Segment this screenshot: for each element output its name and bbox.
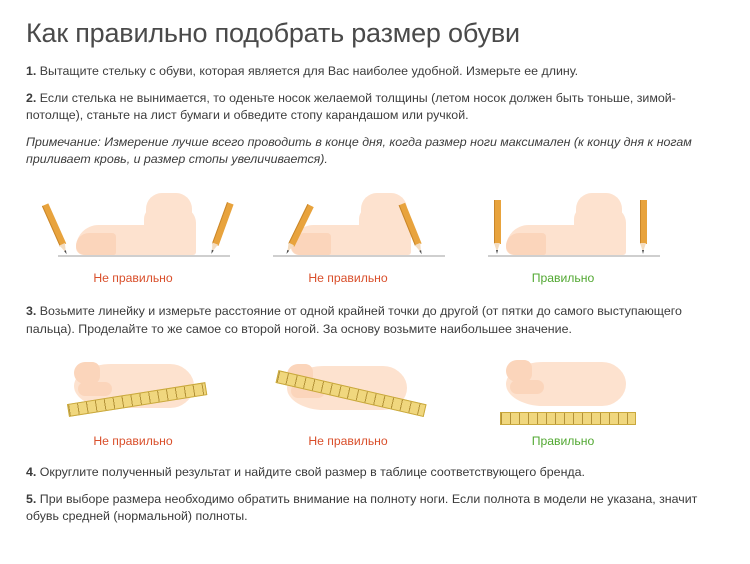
- step-5-number: 5.: [26, 491, 37, 506]
- paper-baseline: [488, 255, 660, 257]
- instruction-step-2: [26, 90, 728, 125]
- figure-tracing-wrong-2: [263, 181, 478, 285]
- figure-caption: Не правильно: [93, 271, 173, 286]
- instruction-step-5: [26, 491, 728, 526]
- step-4-number: 4.: [26, 465, 37, 480]
- figure-caption: Не правильно: [308, 271, 388, 286]
- paper-baseline: [58, 255, 230, 257]
- figure-measuring-correct: [478, 356, 693, 448]
- figure-measuring-wrong-2: [263, 356, 478, 448]
- instruction-step-3: [26, 303, 728, 338]
- figure-caption: Не правильно: [93, 434, 173, 449]
- figure-caption: Правильно: [531, 271, 595, 286]
- step-5-text: При выборе размера необходимо обратить внимание на полноту ноги. Если полнота в модели не указана, значит обувь средней (нормальной) полноты.: [26, 491, 698, 524]
- foot-side-view-icon: [506, 193, 626, 255]
- instruction-step-1: [26, 63, 728, 81]
- figure-caption: Правильно: [531, 434, 595, 449]
- note-label: Примечание:: [26, 134, 101, 149]
- figure-caption: Не правильно: [308, 434, 388, 449]
- step-2-number: 2.: [26, 90, 37, 105]
- step-1-number: 1.: [26, 64, 37, 78]
- figure-row-tracing: [26, 181, 728, 285]
- step-1-text: Вытащите стельку с обуви, которая является для Вас наиболее удобной. Измерьте ее длину.: [36, 64, 579, 78]
- figure-4-stage: [48, 356, 263, 430]
- figure-tracing-wrong-1: [48, 181, 263, 285]
- figure-measuring-wrong-1: [48, 356, 263, 448]
- page-title: Как правильно подобрать размер обуви: [26, 18, 520, 48]
- step-2-text: Если стелька не вынимается, то оденьте носок желаемой толщины (летом носок должен быть тоньше, зимой-потолще), станьте на лист бумаги и обведите стопу карандашом или ручкой.: [26, 90, 676, 123]
- figure-2-stage: [263, 181, 478, 267]
- instructions-tail: [26, 464, 728, 526]
- foot-side-view-icon: [76, 193, 196, 255]
- figure-1-stage: [48, 181, 263, 267]
- note-text: Измерение лучше всего проводить в конце дня, когда размер ноги максимален (к концу дня к ногам приливает кровь, и размер стопы увеличивается).: [26, 134, 692, 167]
- figure-tracing-correct: [478, 181, 693, 285]
- ruler-icon: [500, 412, 636, 425]
- figure-3-stage: [478, 181, 693, 267]
- step-3-number: 3.: [26, 304, 37, 319]
- instruction-note: [26, 134, 728, 169]
- foot-side-view-icon: [291, 193, 411, 255]
- figure-6-stage: [478, 356, 693, 430]
- step-4-text: Округлите полученный результат и найдите свой размер в таблице соответствующего бренда.: [36, 465, 585, 480]
- paper-baseline: [273, 255, 445, 257]
- step-3-text: Возьмите линейку и измерьте расстояние от одной крайней точки до другой (от пятки до самого выступающего пальца). Проделайте то же самое со второй ногой. За основу возьмите наибольшее значение.: [26, 304, 682, 336]
- figure-5-stage: [263, 356, 478, 430]
- figure-row-measuring: [26, 356, 728, 448]
- foot-top-view-icon: [506, 358, 624, 410]
- instruction-step-4: [26, 464, 728, 482]
